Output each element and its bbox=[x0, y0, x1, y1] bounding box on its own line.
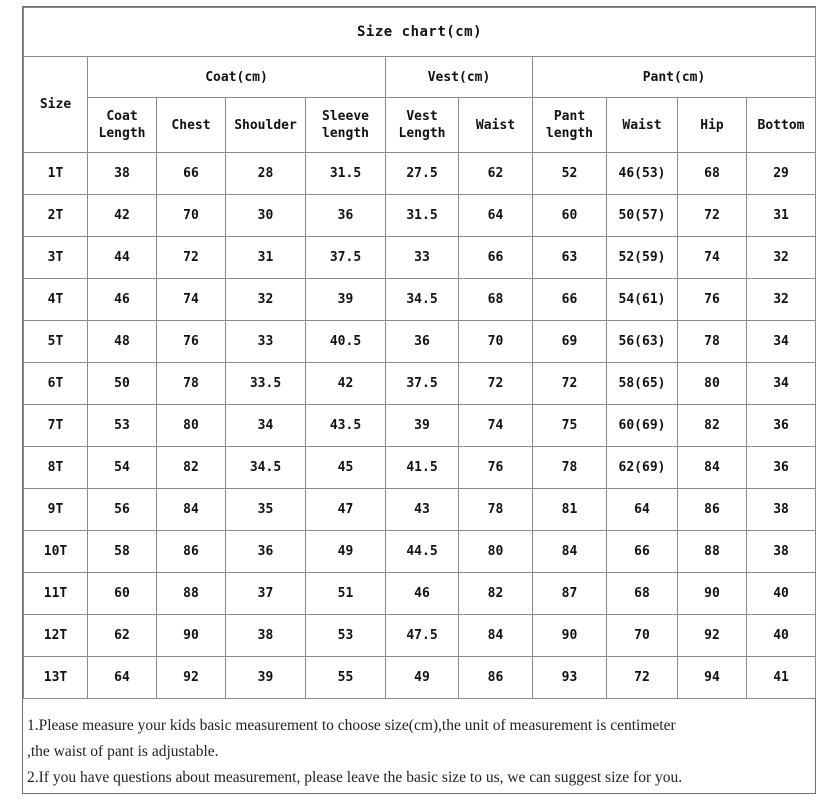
table-cell: 50 bbox=[88, 363, 157, 405]
table-cell: 27.5 bbox=[386, 153, 459, 195]
table-cell: 36 bbox=[306, 195, 386, 237]
size-cell: 2T bbox=[24, 195, 88, 237]
table-cell: 56 bbox=[88, 489, 157, 531]
table-cell: 51 bbox=[306, 573, 386, 615]
table-cell: 33.5 bbox=[226, 363, 306, 405]
table-cell: 82 bbox=[157, 447, 226, 489]
table-cell: 49 bbox=[386, 657, 459, 699]
table-cell: 90 bbox=[678, 573, 747, 615]
table-cell: 35 bbox=[226, 489, 306, 531]
table-cell: 90 bbox=[157, 615, 226, 657]
table-cell: 44 bbox=[88, 237, 157, 279]
table-cell: 33 bbox=[386, 237, 459, 279]
table-cell: 31.5 bbox=[306, 153, 386, 195]
table-cell: 80 bbox=[678, 363, 747, 405]
notes bbox=[27, 713, 813, 791]
size-header: Size bbox=[24, 57, 88, 153]
size-cell: 5T bbox=[24, 321, 88, 363]
table-cell: 70 bbox=[607, 615, 678, 657]
table-cell: 44.5 bbox=[386, 531, 459, 573]
table-cell: 84 bbox=[157, 489, 226, 531]
table-cell: 88 bbox=[157, 573, 226, 615]
table-cell: 62(69) bbox=[607, 447, 678, 489]
table-cell: 66 bbox=[157, 153, 226, 195]
table-cell: 72 bbox=[678, 195, 747, 237]
table-cell: 40 bbox=[747, 615, 816, 657]
table-cell: 72 bbox=[533, 363, 607, 405]
table-cell: 86 bbox=[459, 657, 533, 699]
table-cell: 76 bbox=[157, 321, 226, 363]
table-cell: 60(69) bbox=[607, 405, 678, 447]
table-row bbox=[24, 363, 816, 405]
size-cell: 11T bbox=[24, 573, 88, 615]
table-row bbox=[24, 657, 816, 699]
table-cell: 74 bbox=[678, 237, 747, 279]
table-cell: 62 bbox=[88, 615, 157, 657]
table-cell: 62 bbox=[459, 153, 533, 195]
size-cell: 13T bbox=[24, 657, 88, 699]
table-cell: 29 bbox=[747, 153, 816, 195]
table-cell: 41.5 bbox=[386, 447, 459, 489]
table-cell: 92 bbox=[678, 615, 747, 657]
table-cell: 76 bbox=[678, 279, 747, 321]
table-cell: 74 bbox=[157, 279, 226, 321]
table-cell: 41 bbox=[747, 657, 816, 699]
table-cell: 84 bbox=[533, 531, 607, 573]
table-cell: 72 bbox=[459, 363, 533, 405]
table-cell: 78 bbox=[459, 489, 533, 531]
note-line-1: 1.Please measure your kids basic measurement to choose size(cm),the unit of measurement is centimeter bbox=[27, 717, 676, 734]
table-cell: 38 bbox=[747, 531, 816, 573]
note-line-2: ,the waist of pant is adjustable. bbox=[27, 743, 219, 760]
size-chart-body bbox=[24, 153, 816, 699]
table-cell: 84 bbox=[678, 447, 747, 489]
size-cell: 8T bbox=[24, 447, 88, 489]
table-cell: 52 bbox=[533, 153, 607, 195]
table-cell: 78 bbox=[157, 363, 226, 405]
chest-header: Chest bbox=[157, 98, 226, 153]
table-cell: 32 bbox=[747, 237, 816, 279]
table-cell: 66 bbox=[607, 531, 678, 573]
coat-group-header: Coat(cm) bbox=[88, 57, 386, 98]
vest-waist-header: Waist bbox=[459, 98, 533, 153]
table-cell: 39 bbox=[306, 279, 386, 321]
table-cell: 70 bbox=[459, 321, 533, 363]
table-cell: 70 bbox=[157, 195, 226, 237]
table-cell: 36 bbox=[386, 321, 459, 363]
table-cell: 64 bbox=[88, 657, 157, 699]
sleeve-length-header: Sleeve length bbox=[306, 98, 386, 153]
table-cell: 64 bbox=[607, 489, 678, 531]
table-cell: 82 bbox=[459, 573, 533, 615]
table-cell: 39 bbox=[386, 405, 459, 447]
pant-waist-header: Waist bbox=[607, 98, 678, 153]
vest-length-header: Vest Length bbox=[386, 98, 459, 153]
table-cell: 68 bbox=[607, 573, 678, 615]
table-cell: 72 bbox=[607, 657, 678, 699]
table-row bbox=[24, 195, 816, 237]
table-cell: 54(61) bbox=[607, 279, 678, 321]
table-cell: 90 bbox=[533, 615, 607, 657]
table-cell: 28 bbox=[226, 153, 306, 195]
size-cell: 10T bbox=[24, 531, 88, 573]
chart-title: Size chart(cm) bbox=[24, 8, 816, 57]
table-cell: 68 bbox=[459, 279, 533, 321]
pant-group-header: Pant(cm) bbox=[533, 57, 816, 98]
table-cell: 36 bbox=[226, 531, 306, 573]
table-cell: 88 bbox=[678, 531, 747, 573]
table-cell: 78 bbox=[533, 447, 607, 489]
bottom-header: Bottom bbox=[747, 98, 816, 153]
table-row bbox=[24, 405, 816, 447]
size-chart-frame bbox=[22, 6, 816, 794]
table-cell: 43.5 bbox=[306, 405, 386, 447]
table-cell: 50(57) bbox=[607, 195, 678, 237]
table-cell: 94 bbox=[678, 657, 747, 699]
size-cell: 1T bbox=[24, 153, 88, 195]
table-cell: 40.5 bbox=[306, 321, 386, 363]
table-row bbox=[24, 279, 816, 321]
table-cell: 81 bbox=[533, 489, 607, 531]
coat-length-header: Coat Length bbox=[88, 98, 157, 153]
table-cell: 92 bbox=[157, 657, 226, 699]
hip-header: Hip bbox=[678, 98, 747, 153]
table-cell: 56(63) bbox=[607, 321, 678, 363]
table-cell: 66 bbox=[533, 279, 607, 321]
size-cell: 12T bbox=[24, 615, 88, 657]
table-cell: 38 bbox=[747, 489, 816, 531]
table-cell: 48 bbox=[88, 321, 157, 363]
table-cell: 68 bbox=[678, 153, 747, 195]
table-cell: 82 bbox=[678, 405, 747, 447]
table-cell: 34.5 bbox=[226, 447, 306, 489]
table-cell: 46 bbox=[88, 279, 157, 321]
table-cell: 64 bbox=[459, 195, 533, 237]
table-cell: 47 bbox=[306, 489, 386, 531]
table-row bbox=[24, 447, 816, 489]
table-cell: 37.5 bbox=[306, 237, 386, 279]
size-cell: 9T bbox=[24, 489, 88, 531]
table-cell: 69 bbox=[533, 321, 607, 363]
table-cell: 49 bbox=[306, 531, 386, 573]
table-cell: 30 bbox=[226, 195, 306, 237]
pant-length-header: Pant length bbox=[533, 98, 607, 153]
size-cell: 6T bbox=[24, 363, 88, 405]
table-cell: 34 bbox=[747, 321, 816, 363]
table-cell: 53 bbox=[306, 615, 386, 657]
table-cell: 53 bbox=[88, 405, 157, 447]
size-chart-table bbox=[23, 7, 816, 699]
size-cell: 4T bbox=[24, 279, 88, 321]
table-cell: 32 bbox=[226, 279, 306, 321]
vest-group-header: Vest(cm) bbox=[386, 57, 533, 98]
table-cell: 52(59) bbox=[607, 237, 678, 279]
table-cell: 39 bbox=[226, 657, 306, 699]
table-cell: 47.5 bbox=[386, 615, 459, 657]
table-cell: 33 bbox=[226, 321, 306, 363]
table-row bbox=[24, 573, 816, 615]
table-cell: 45 bbox=[306, 447, 386, 489]
table-cell: 31.5 bbox=[386, 195, 459, 237]
table-row bbox=[24, 615, 816, 657]
table-cell: 86 bbox=[157, 531, 226, 573]
table-cell: 93 bbox=[533, 657, 607, 699]
table-cell: 38 bbox=[88, 153, 157, 195]
table-cell: 60 bbox=[533, 195, 607, 237]
table-cell: 66 bbox=[459, 237, 533, 279]
table-cell: 34 bbox=[747, 363, 816, 405]
table-cell: 43 bbox=[386, 489, 459, 531]
table-cell: 58 bbox=[88, 531, 157, 573]
table-row bbox=[24, 321, 816, 363]
table-cell: 60 bbox=[88, 573, 157, 615]
table-cell: 36 bbox=[747, 405, 816, 447]
table-cell: 80 bbox=[459, 531, 533, 573]
table-cell: 46(53) bbox=[607, 153, 678, 195]
table-row bbox=[24, 153, 816, 195]
table-cell: 86 bbox=[678, 489, 747, 531]
table-cell: 72 bbox=[157, 237, 226, 279]
size-cell: 7T bbox=[24, 405, 88, 447]
table-row bbox=[24, 531, 816, 573]
table-cell: 75 bbox=[533, 405, 607, 447]
table-cell: 40 bbox=[747, 573, 816, 615]
table-cell: 80 bbox=[157, 405, 226, 447]
table-row bbox=[24, 489, 816, 531]
table-cell: 84 bbox=[459, 615, 533, 657]
shoulder-header: Shoulder bbox=[226, 98, 306, 153]
table-cell: 55 bbox=[306, 657, 386, 699]
table-cell: 76 bbox=[459, 447, 533, 489]
table-cell: 37.5 bbox=[386, 363, 459, 405]
table-cell: 31 bbox=[226, 237, 306, 279]
table-cell: 74 bbox=[459, 405, 533, 447]
table-cell: 46 bbox=[386, 573, 459, 615]
table-cell: 36 bbox=[747, 447, 816, 489]
table-cell: 87 bbox=[533, 573, 607, 615]
table-cell: 31 bbox=[747, 195, 816, 237]
table-cell: 63 bbox=[533, 237, 607, 279]
table-cell: 58(65) bbox=[607, 363, 678, 405]
note-line-3: 2.If you have questions about measurement, please leave the basic size to us, we can suggest size for you. bbox=[27, 769, 683, 786]
table-cell: 37 bbox=[226, 573, 306, 615]
table-cell: 32 bbox=[747, 279, 816, 321]
table-cell: 42 bbox=[88, 195, 157, 237]
table-cell: 54 bbox=[88, 447, 157, 489]
table-cell: 34 bbox=[226, 405, 306, 447]
table-cell: 78 bbox=[678, 321, 747, 363]
table-cell: 38 bbox=[226, 615, 306, 657]
table-cell: 34.5 bbox=[386, 279, 459, 321]
table-cell: 42 bbox=[306, 363, 386, 405]
size-cell: 3T bbox=[24, 237, 88, 279]
table-row bbox=[24, 237, 816, 279]
